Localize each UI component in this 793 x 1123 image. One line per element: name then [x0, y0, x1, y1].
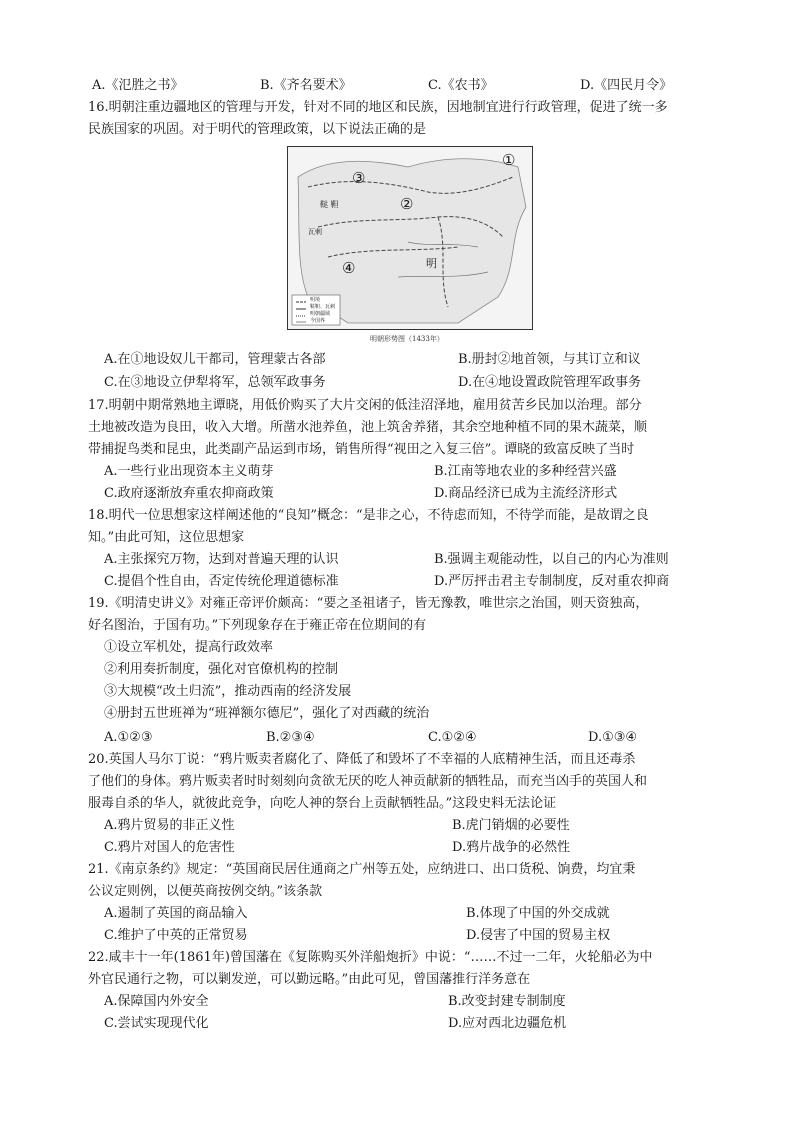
- q21-stem-line-1: 21.《南京条约》规定：“英国商民居住通商之广州等五处，应纳进口、出口货税、饷费，均宜秉: [88, 862, 636, 877]
- q16-option-a: A.在①地设奴儿干都司，管理蒙古各部: [104, 352, 326, 367]
- q16-stem-line-1: 16.明朝注重边疆地区的管理与开发，针对不同的地区和民族，因地制宜进行行政管理，促进了统一多: [88, 100, 668, 115]
- q22-stem-line-2: 外官民通行之物，可以剿发逆，可以勤远略。”由此可见，曾国藩推行洋务意在: [88, 972, 531, 987]
- q21-option-d: D.侵害了中国的贸易主权: [466, 928, 611, 943]
- prev-option-d: D.《四民月令》: [580, 78, 673, 93]
- q17-stem-line-3: 带捕捉鸟类和昆虫，此类副产品运到市场，销售所得“视田之入复三倍”。谭晓的致富反映了当时: [88, 442, 635, 457]
- q21-option-a: A.遏制了英国的商品输入: [104, 906, 248, 921]
- map-marker-4: ④: [342, 259, 356, 277]
- q20-stem-line-2: 了他们的身体。鸦片贩卖者时时刻刻向贪欲无厌的吃人神贡献新的牺牲品，而充当凶手的英国人和: [88, 774, 648, 789]
- q18-option-b: B.强调主观能动性，以自己的内心为准则: [434, 552, 669, 567]
- q17-option-b: B.江南等地农业的多种经营兴盛: [434, 464, 617, 479]
- q17-option-d: D.商品经济已成为主流经济形式: [434, 486, 618, 501]
- q19-option-b: B.②③④: [266, 730, 315, 745]
- map-label-wala: 瓦剌: [308, 228, 322, 236]
- q18-option-d: D.严厉抨击君主专制制度，反对重农抑商: [434, 574, 670, 589]
- q17-stem-line-1: 17.明朝中期常熟地主谭晓，用低价购买了大片交闲的低洼沼泽地，雇用贫苦乡民加以治理。部分: [88, 398, 642, 413]
- q19-stem-line-2: 好名图治，于国有功。”下列现象存在于雍正帝在位期间的有: [88, 618, 427, 633]
- q22-stem-line-1: 22.咸丰十一年(1861年)曾国藩在《复陈购买外洋船炮折》中说：“……不过一二年，火轮船必为中: [88, 950, 653, 965]
- q18-stem-line-1: 18.明代一位思想家这样阐述他的“良知”概念：“是非之心，不待虑而知，不待学而能，是故谓之良: [88, 508, 649, 523]
- ming-map: [287, 146, 533, 330]
- q22-option-b: B.改变封建专制制度: [448, 994, 566, 1009]
- q21-stem-line-2: 公议定则例，以便英商按例交纳。”该条款: [88, 884, 323, 899]
- q17-option-a: A.一些行业出现资本主义萌芽: [104, 464, 274, 479]
- q22-option-c: C.尝试实现现代化: [104, 1016, 209, 1031]
- q18-stem-line-2: 知。”由此可知，这位思想家: [88, 530, 245, 545]
- q19-option-c: C.①②④: [428, 730, 477, 745]
- q19-item-3: ③大规模“改土归流”，推动西南的经济发展: [104, 684, 352, 699]
- q17-stem-line-2: 土地被改造为良田，收入大增。所凿水池养鱼，池上筑舍养猪，其余空地种植不同的果木蔬菜，顺: [88, 420, 648, 435]
- q20-option-d: D.鸦片战争的必然性: [452, 840, 571, 855]
- q22-option-a: A.保障国内外安全: [104, 994, 209, 1009]
- map-label-ming: 明: [426, 257, 437, 270]
- q19-item-2: ②利用奏折制度，强化对官僚机构的控制: [104, 662, 339, 677]
- q21-option-b: B.体现了中国的外交成就: [466, 906, 610, 921]
- q18-option-c: C.提倡个性自由，否定传统伦理道德标准: [104, 574, 339, 589]
- map-label-dada: 鞑 靼: [320, 200, 339, 209]
- q16-option-c: C.在③地设立伊犁将军，总领军政事务: [104, 375, 326, 390]
- q16-option-d: D.在④地设置政院管理军政事务: [458, 375, 642, 390]
- q16-option-b: B.册封②地首领，与其订立和议: [458, 352, 641, 367]
- prev-option-c: C.《农书》: [428, 78, 494, 93]
- prev-option-b: B.《齐名要术》: [260, 78, 352, 93]
- q16-stem-line-2: 民族国家的巩固。对于明代的管理政策，以下说法正确的是: [88, 122, 427, 137]
- map-caption: 明朝形势图（1433年）: [370, 335, 444, 343]
- q17-option-c: C.政府逐渐放弃重农抑商政策: [104, 486, 274, 501]
- q20-stem-line-3: 服毒自杀的华人，就彼此竞争，向吃人神的祭台上贡献牺牲品。”这段史料无法论证: [88, 796, 557, 811]
- q21-option-c: C.维护了中英的正常贸易: [104, 928, 248, 943]
- map-legend: 明境 鞑靼、瓦剌 明朝疆域 今国界: [310, 297, 336, 324]
- q22-option-d: D.应对西北边疆危机: [448, 1016, 567, 1031]
- map-marker-1: ①: [502, 151, 516, 169]
- q19-stem-line-1: 19.《明清史讲义》对雍正帝评价颇高：“要之圣祖诸子，皆无豫教，唯世宗之治国，则天资独高，: [88, 596, 649, 611]
- q19-option-d: D.①③④: [588, 730, 638, 745]
- q20-stem-line-1: 20.英国人马尔丁说：“鸦片贩卖者腐化了、降低了和毁坏了不幸福的人底精神生活，而且还毒杀: [88, 752, 636, 767]
- q20-option-c: C.鸦片对国人的危害性: [104, 840, 235, 855]
- q19-item-4: ④册封五世班禅为“班禅额尔德尼”，强化了对西藏的统治: [104, 706, 430, 721]
- map-marker-2: ②: [400, 195, 414, 213]
- prev-option-a: A.《氾胜之书》: [92, 78, 184, 93]
- q19-option-a: A.①②③: [104, 730, 153, 745]
- q20-option-a: A.鸦片贸易的非正义性: [104, 818, 235, 833]
- q18-option-a: A.主张探究万物，达到对普遍天理的认识: [104, 552, 339, 567]
- q20-option-b: B.虎门销烟的必要性: [452, 818, 570, 833]
- map-marker-3: ③: [352, 169, 366, 187]
- q19-item-1: ①设立军机处，提高行政效率: [104, 640, 274, 655]
